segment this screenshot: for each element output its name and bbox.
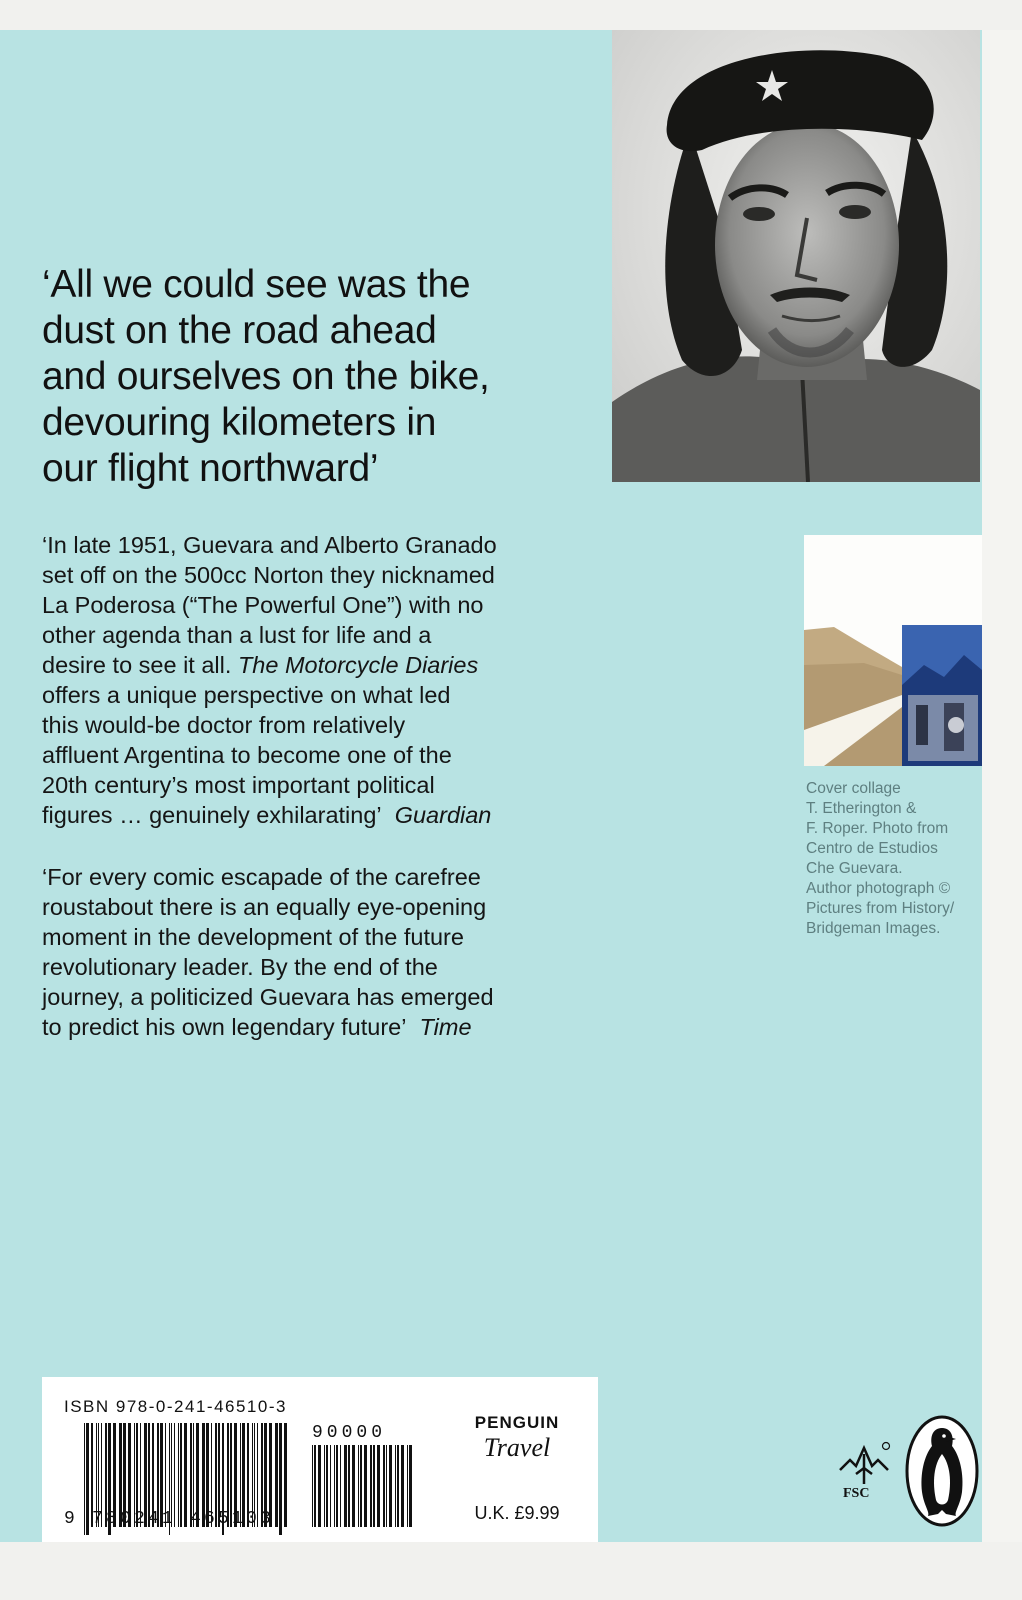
fsc-tree-icon — [836, 1440, 892, 1486]
credit-line: Centro de Estudios — [806, 840, 938, 857]
barcode-bar — [326, 1445, 328, 1527]
review-line: revolutionary leader. By the end of the — [42, 954, 438, 980]
pull-quote-line: and ourselves on the bike, — [42, 355, 490, 398]
credit-line: F. Roper. Photo from — [806, 820, 949, 837]
review-line: journey, a politicized Guevara has emerged — [42, 984, 494, 1010]
price: U.K. £9.99 — [474, 1503, 560, 1523]
review-line — [42, 650, 622, 680]
review-line: this would-be doctor from relatively — [42, 712, 406, 738]
review-text: desire to see it all. — [42, 652, 238, 678]
publisher-name: PENGUIN — [474, 1413, 560, 1432]
barcode-digits: 9 780241 465103 — [64, 1509, 275, 1529]
barcode-bar — [401, 1445, 404, 1527]
barcode-bar — [383, 1445, 385, 1527]
barcode-bar — [360, 1445, 362, 1527]
review-time — [42, 862, 622, 1042]
barcode-bar — [348, 1445, 350, 1527]
pull-quote-line: ‘All we could see was the — [42, 263, 471, 306]
barcode-bar — [318, 1445, 321, 1527]
review-line: roustabout there is an equally eye-opening — [42, 894, 487, 920]
series-name: Travel — [483, 1433, 551, 1462]
barcode-panel — [42, 1377, 598, 1542]
barcode-addon-digits: 90000 — [312, 1423, 387, 1443]
barcode-bar — [312, 1445, 313, 1527]
barcode-bar — [284, 1423, 287, 1527]
pull-quote-line: our flight northward’ — [42, 447, 379, 490]
review-line: offers a unique perspective on what led — [42, 682, 451, 708]
barcode-bar — [330, 1445, 331, 1527]
cover-collage-thumbnail — [804, 535, 982, 766]
book-title: The Motorcycle Diaries — [237, 652, 479, 678]
barcode-bar — [324, 1445, 325, 1527]
isbn-label: ISBN 978-0-241-46510-3 — [64, 1397, 287, 1416]
fsc-label: FSC — [843, 1486, 870, 1501]
barcode-bar — [407, 1445, 408, 1527]
barcode-bar — [377, 1445, 380, 1527]
credit-line: Pictures from History/ — [806, 900, 955, 917]
barcode-bar — [279, 1423, 282, 1535]
pull-quote-line: dust on the road ahead — [42, 309, 437, 352]
pull-quote — [42, 262, 602, 492]
barcode-bar — [409, 1445, 412, 1527]
barcode-bar — [389, 1445, 392, 1527]
review-line: 20th century’s most important political — [42, 772, 435, 798]
barcode-bar — [336, 1445, 338, 1527]
review-line: set off on the 500cc Norton they nicknamed — [42, 562, 495, 588]
barcode-bar — [352, 1445, 355, 1527]
barcode-bar — [334, 1445, 335, 1527]
barcode-bar — [340, 1445, 341, 1527]
barcode-bar — [314, 1445, 316, 1527]
author-photo — [612, 30, 980, 482]
barcode-bar — [358, 1445, 359, 1527]
review-line: moment in the development of the future — [42, 924, 464, 950]
review-source: Time — [419, 1014, 472, 1040]
review-line: La Poderosa (“The Powerful One”) with no — [42, 592, 484, 618]
review-text: to predict his own legendary future’ — [42, 1014, 407, 1040]
barcode-bar — [344, 1445, 347, 1527]
barcode-bar — [364, 1445, 367, 1527]
barcode-addon — [310, 1445, 414, 1535]
barcode-bar — [275, 1423, 278, 1527]
credit-line: Bridgeman Images. — [806, 920, 941, 937]
image-credits — [806, 779, 1006, 939]
barcode-bar — [373, 1445, 375, 1527]
review-text: figures … genuinely exhilarating’ — [42, 802, 382, 828]
review-line: ‘In late 1951, Guevara and Alberto Granado — [42, 532, 497, 558]
review-line: ‘For every comic escapade of the carefree — [42, 864, 481, 890]
review-source: Guardian — [394, 802, 492, 828]
review-line: other agenda than a lust for life and a — [42, 622, 432, 648]
review-guardian — [42, 530, 622, 830]
barcode-bar — [386, 1445, 387, 1527]
review-line: affluent Argentina to become one of the — [42, 742, 452, 768]
review-line — [42, 800, 622, 830]
pull-quote-line: devouring kilometers in — [42, 401, 437, 444]
review-line — [42, 1012, 622, 1042]
barcode-bar — [370, 1445, 372, 1527]
penguin-logo-icon — [904, 1414, 980, 1528]
credit-line: Author photograph © — [806, 880, 951, 897]
credit-line: Che Guevara. — [806, 860, 903, 877]
barcode-bar — [397, 1445, 399, 1527]
barcode-bar — [395, 1445, 396, 1527]
credit-line: T. Etherington & — [806, 800, 917, 817]
credit-line: Cover collage — [806, 780, 901, 797]
